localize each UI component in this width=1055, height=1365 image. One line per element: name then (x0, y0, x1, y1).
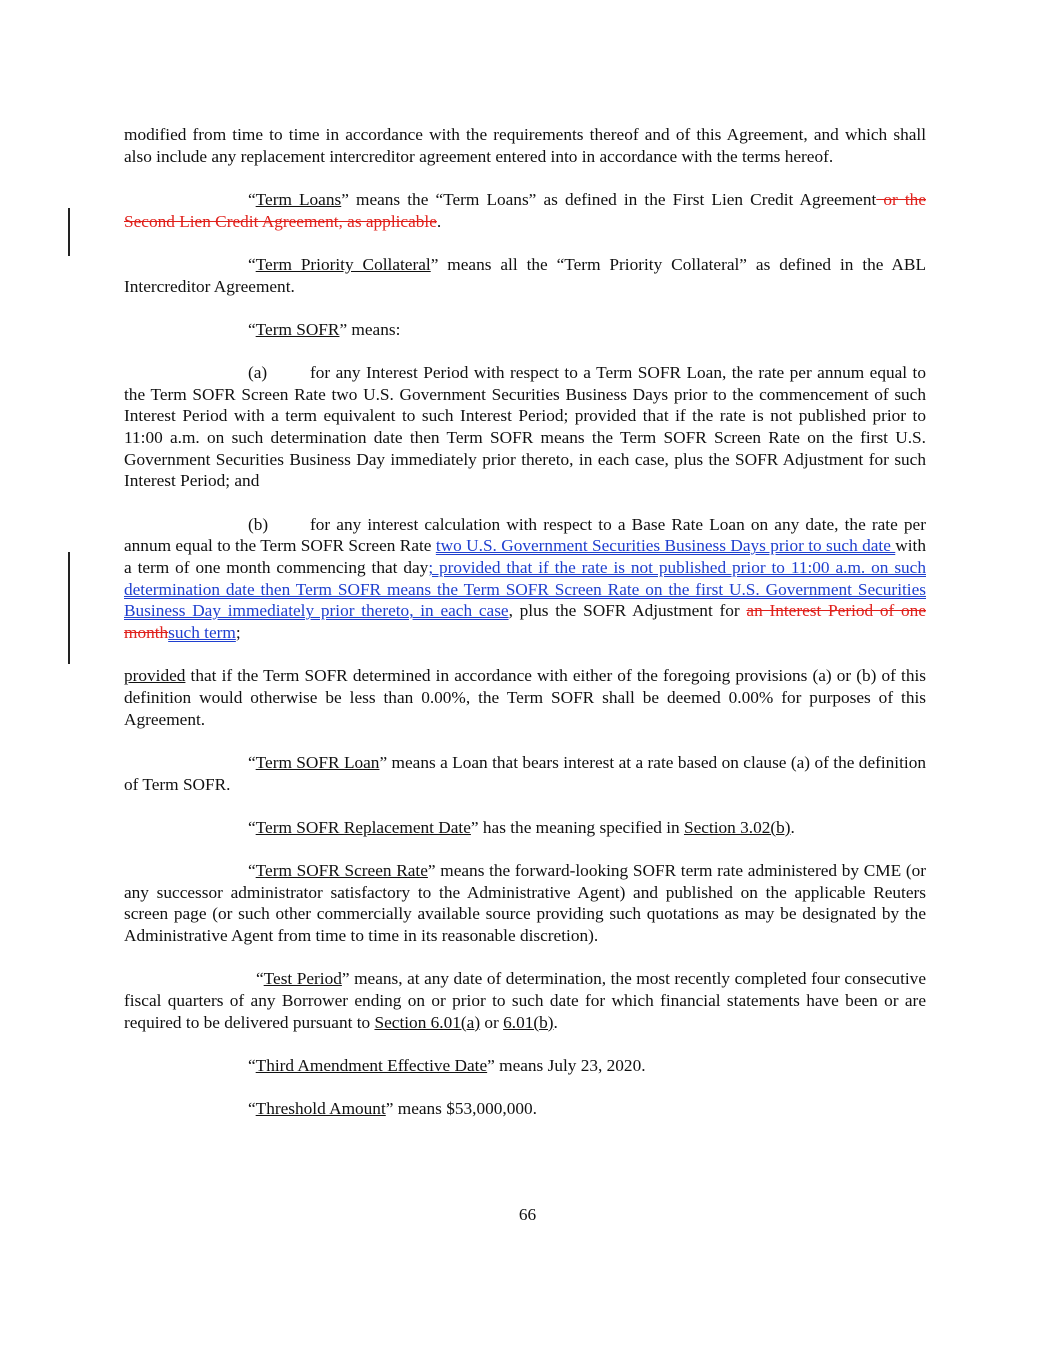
open-quote: “ (248, 817, 256, 837)
definition-text: ” means a Loan that bears interest at a rate based on clause (a) of the definition of Term SOFR. (124, 752, 926, 794)
clause-text: , plus the SOFR Adjustment for (508, 601, 747, 621)
clause-label: (b) (248, 514, 269, 534)
document-page (124, 124, 926, 1141)
definition-text: ” means all the “Term Priority Collateral” as defined in the ABL Intercreditor Agreement. (124, 254, 926, 296)
defined-term: Term Loans (255, 189, 342, 209)
clause-label: (a) (248, 362, 268, 382)
definition-end: . (436, 211, 442, 231)
definition-text: ” means the “Term Loans” as defined in the First Lien Credit Agreement (341, 189, 877, 209)
page-number: 66 (518, 1205, 537, 1224)
proviso-paragraph (124, 665, 926, 730)
open-quote: “ (248, 1056, 256, 1075)
open-quote: “ (248, 254, 256, 274)
definition-text: ” means the forward-looking SOFR term rate administered by CME (or any successor administrator satisfactory to the Administrative Agent) and published on the applicable Reuters screen page (or such other commercially available source providing such quotations as may be designated by the Administrative Agent from time to time in its reasonable discretion). (124, 861, 927, 946)
definition-term-sofr-loan (124, 752, 926, 795)
clause-a (124, 362, 926, 492)
proviso-text: that if the Term SOFR determined in accordance with either of the foregoing provisions (a) or (b) of this definition would otherwise be less than 0.00%, the Term SOFR shall be deemed 0.00% for purposes of this Agreement. (124, 666, 926, 729)
clause-text: with a term of one month commencing that day (124, 536, 926, 578)
definition-third-amendment-effective-date (124, 1055, 926, 1077)
defined-term: Term SOFR Replacement Date (255, 817, 471, 837)
definition-term-sofr-replacement-date (124, 817, 926, 839)
defined-term: Threshold Amount (255, 1099, 386, 1119)
section-reference: Section 3.02(b) (683, 817, 791, 837)
continuation-paragraph (124, 124, 926, 167)
definition-text: or (480, 1012, 504, 1032)
definition-term-sofr (124, 319, 926, 341)
definition-text: ” means, at any date of determination, the most recently completed four consecutive fiscal quarters of any Borrower ending on or prior to such date for which financial statements have been or are required to be delivered pursuant to (124, 969, 926, 1032)
inserted-text: two U.S. Government Securities Business Days prior to such date (435, 536, 896, 556)
open-quote: “ (248, 1099, 256, 1119)
section-reference: Section 6.01(a) (374, 1012, 481, 1032)
change-bar (68, 208, 70, 256)
inserted-text: such term (168, 623, 236, 643)
definition-term-priority-collateral (124, 254, 926, 297)
definition-text: ” has the meaning specified in (470, 817, 684, 837)
proviso-term: provided (124, 666, 186, 686)
section-reference: 6.01(b) (503, 1012, 554, 1032)
defined-term: Term SOFR Screen Rate (255, 861, 428, 881)
clause-text: for any Interest Period with respect to a Term SOFR Loan, the rate per annum equal to the Term SOFR Screen Rate two U.S. Government Securities Business Days prior to the commencement of such Interest Period with a term equivalent to such Interest Period; provided that if the rate is not published prior to 11:00 a.m. on such determination date then Term SOFR means the Term SOFR Screen Rate on the first U.S. Government Securities Business Day immediately prior thereto, in each case, plus the SOFR Adjustment for such Interest Period; and (124, 362, 926, 491)
deleted-text: an Interest Period of one month (124, 601, 926, 643)
definition-test-period (124, 968, 926, 1033)
open-quote: “ (256, 969, 264, 989)
clause-text: for any interest calculation with respect to a Base Rate Loan on any date, the rate per annum equal to the Term SOFR Screen Rate (124, 514, 926, 556)
open-quote: “ (248, 861, 256, 881)
defined-term: Term Priority Collateral (255, 254, 431, 274)
defined-term: Term SOFR Loan (255, 752, 380, 772)
definition-end: . (790, 817, 795, 837)
open-quote: “ (248, 752, 256, 772)
definition-end: . (553, 1012, 558, 1032)
definition-term-loans (124, 189, 926, 232)
clause-text: ; (235, 623, 241, 643)
deleted-text: or the Second Lien Credit Agreement, as applicable (124, 189, 926, 231)
definition-text: ” means: (339, 319, 401, 339)
paragraph-text: modified from time to time in accordance with the requirements thereof and of this Agreement, and which shall also include any replacement intercreditor agreement entered into in accordance with the terms hereof. (124, 125, 926, 166)
definition-text: ” means July 23, 2020. (487, 1056, 646, 1075)
definition-threshold-amount (124, 1098, 926, 1120)
definition-text: ” means $53,000,000. (385, 1099, 537, 1119)
inserted-text: ; provided that if the rate is not published prior to 11:00 a.m. on such determination date then Term SOFR means the Term SOFR Screen Rate on the first U.S. Government Securities Business Day immediately prior thereto, in each case (124, 558, 926, 621)
defined-term: Term SOFR (255, 319, 340, 339)
definition-term-sofr-screen-rate (124, 860, 926, 947)
open-quote: “ (248, 189, 256, 209)
change-bar (68, 552, 70, 664)
clause-b (124, 514, 926, 644)
defined-term: Third Amendment Effective Date (255, 1056, 488, 1075)
open-quote: “ (248, 319, 256, 339)
defined-term: Test Period (263, 969, 342, 989)
